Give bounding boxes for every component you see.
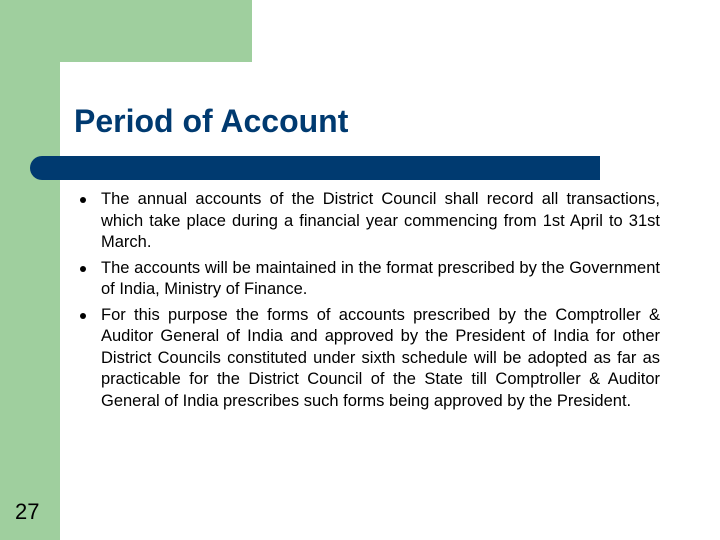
page-number: 27 (15, 499, 40, 524)
bullet-item (80, 189, 660, 254)
bullet-list (80, 189, 660, 416)
bullet-text: For this purpose the forms of accounts prescribed by the Comptroller & Auditor General of India and approved by the President of India for other District Councils constituted under sixth schedule will be adopted as far as practicable for the District Council of the State till Comptroller & Auditor General of India prescribes such forms being approved by the President. (101, 305, 660, 410)
bullet-dot-icon (80, 313, 86, 319)
bullet-item (80, 258, 660, 301)
title-underline-bar (30, 156, 600, 180)
slide-title: Period of Account (74, 103, 349, 139)
decorative-green-band-left (0, 0, 60, 540)
bullet-item (80, 305, 660, 413)
bullet-dot-icon (80, 266, 86, 272)
bullet-dot-icon (80, 197, 86, 203)
bullet-text: The annual accounts of the District Council shall record all transactions, which take place during a financial year commencing from 1st April to 31st March. (101, 190, 660, 251)
bullet-text: The accounts will be maintained in the format prescribed by the Government of India, Ministry of Finance. (101, 258, 660, 298)
